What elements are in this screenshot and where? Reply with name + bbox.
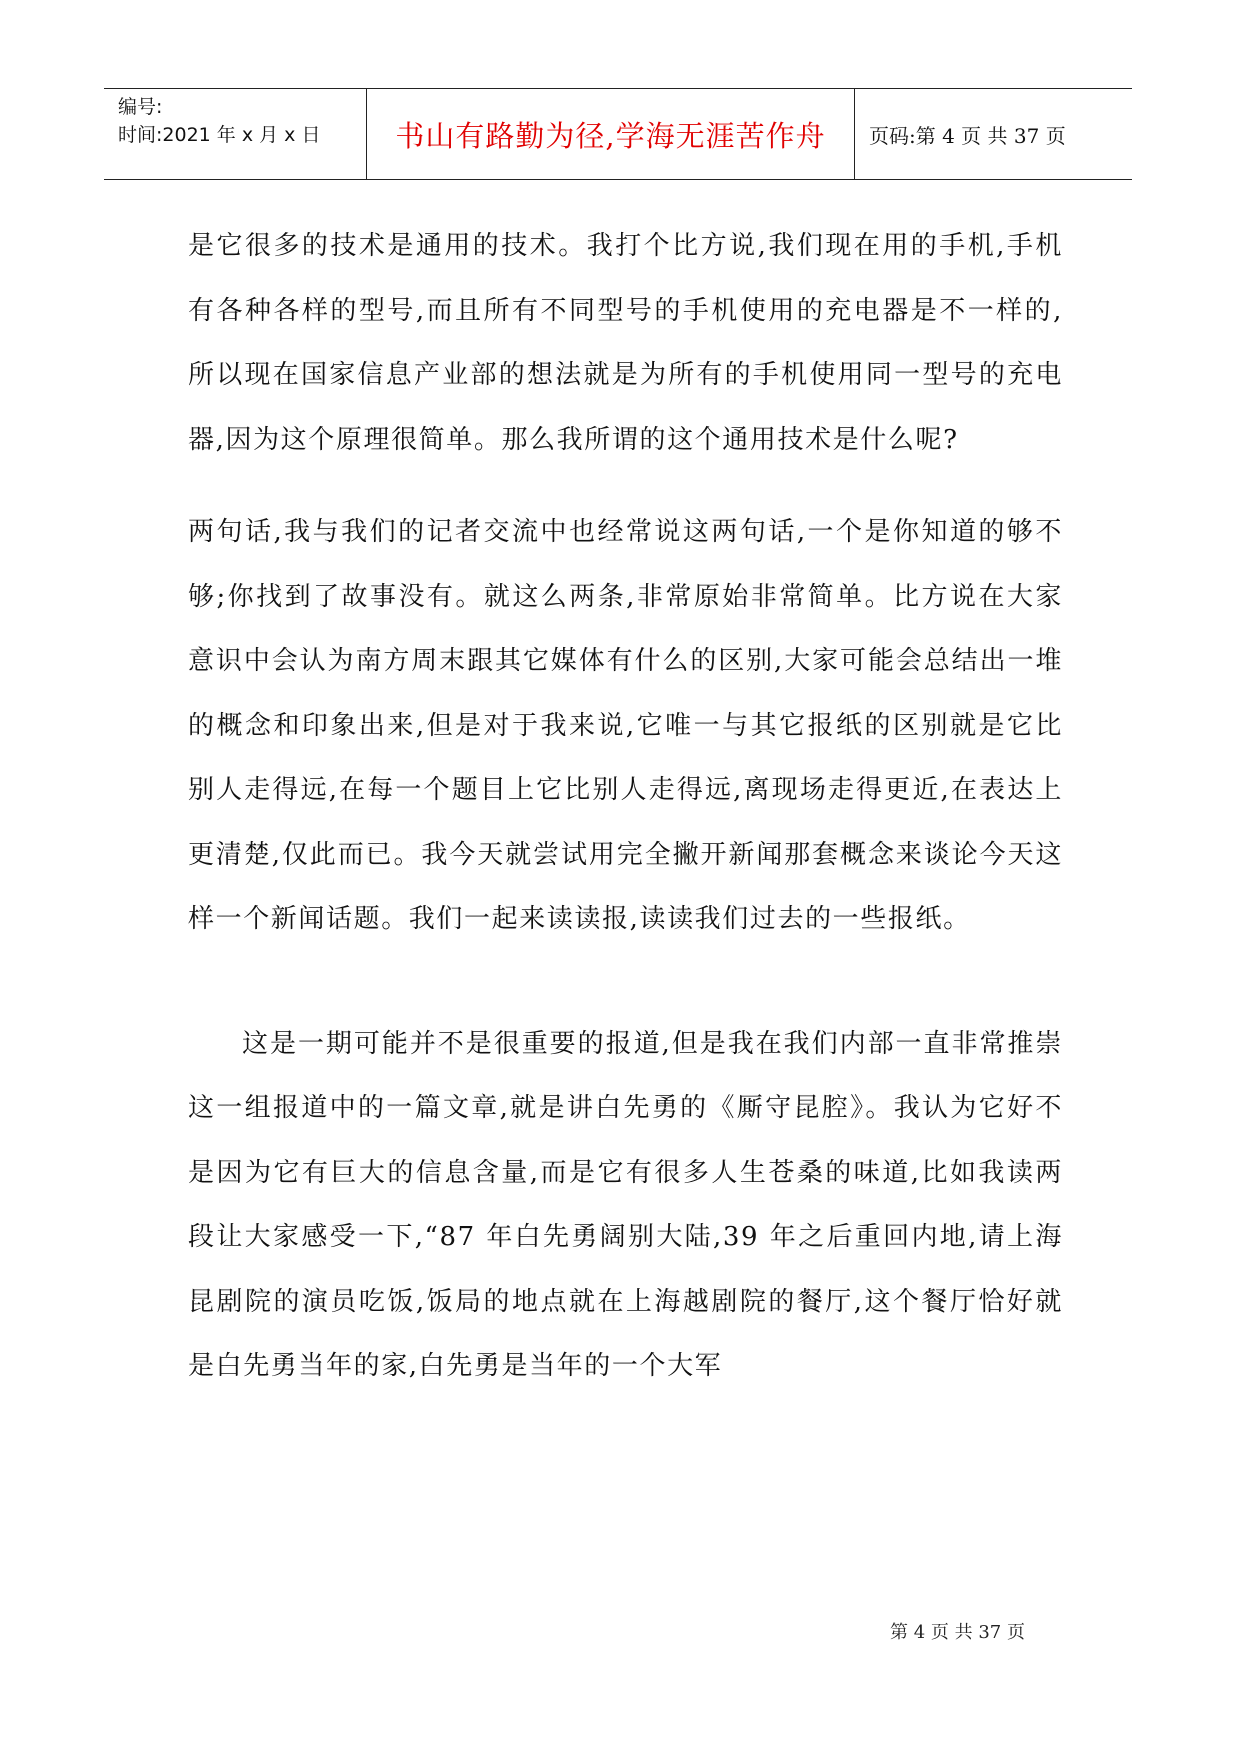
paragraph-spacer bbox=[188, 472, 1063, 500]
body-paragraph-2: 两句话,我与我们的记者交流中也经常说这两句话,一个是你知道的够不够;你找到了故事没有。就这么两条,非常原始非常简单。比方说在大家意识中会认为南方周末跟其它媒体有什么的区别,大家可能会总结出一堆的概念和印象出来,但是对于我来说,它唯一与其它报纸的区别就是它比别人走得远,在每一个题目上它比别人走得远,离现场走得更近,在表达上更清楚,仅此而已。我今天就尝试用完全撇开新闻那套概念来谈论今天这样一个新闻话题。我们一起来读读报,读读我们过去的一些报纸。 bbox=[188, 517, 1063, 934]
document-time-label: 时间:2021 年 x 月 x 日 bbox=[118, 124, 321, 146]
body-paragraph-1: 是它很多的技术是通用的技术。我打个比方说,我们现在用的手机,手机有各种各样的型号,而且所有不同型号的手机使用的充电器是不一样的,所以现在国家信息产业部的想法就是为所有的手机使用同一型号的充电器,因为这个原理很简单。那么我所谓的这个通用技术是什么呢? bbox=[188, 231, 1063, 455]
header-page-cell bbox=[855, 89, 1132, 179]
header-page-code: 页码:第 4 页 共 37 页 bbox=[869, 123, 1066, 148]
header-motto: 书山有路勤为径,学海无涯苦作舟 bbox=[395, 118, 826, 153]
document-number-label: 编号: bbox=[118, 96, 163, 118]
body-paragraph-3: 这是一期可能并不是很重要的报道,但是我在我们内部一直非常推崇这一组报道中的一篇文章,就是讲白先勇的《厮守昆腔》。我认为它好不是因为它有巨大的信息含量,而是它有很多人生苍桑的味道,比如我读两段让大家感受一下,“87 年白先勇阔别大陆,39 年之后重回内地,请上海昆剧院的演员吃饭,饭局的地点就在上海越剧院的餐厅,这个餐厅恰好就是白先勇当年的家,白先勇是当年的一个大军 bbox=[188, 1028, 1063, 1381]
paragraph-spacer bbox=[188, 952, 1063, 1012]
page-header bbox=[104, 88, 1132, 180]
page-footer: 第 4 页 共 37 页 bbox=[890, 1622, 1025, 1643]
document-body bbox=[188, 214, 1063, 1399]
header-motto-cell bbox=[366, 89, 855, 179]
header-meta-cell bbox=[104, 89, 366, 179]
